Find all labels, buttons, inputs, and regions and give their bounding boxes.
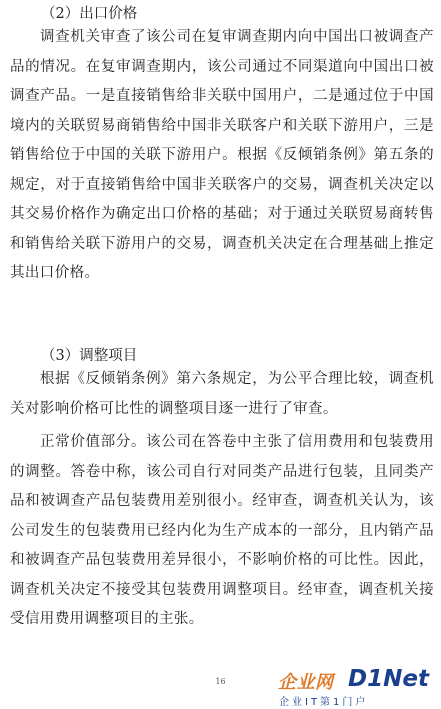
- section-heading-adjustments: （3）调整项目: [41, 348, 138, 364]
- paragraph-adjustments-intro: 根据《反倾销条例》第六条规定，为公平合理比较，调查机关对影响价格可比性的调整项目逐一进行了审查。: [10, 371, 434, 417]
- watermark-brand-cn: 企业网: [278, 672, 334, 693]
- watermark-brand-en: D1Net: [348, 666, 429, 692]
- d1net-watermark-logo: [275, 666, 435, 708]
- paragraph-normal-value: 正常价值部分。该公司在答卷中主张了信用费用和包装费用的调整。答卷中称，该公司自行对同类产品进行包装，且同类产品和被调查产品包装费用差别很小。经审查，调查机关认为，该公司发生的包装费用已经内化为生产成本的一部分，且内销产品和被调查产品包装费用差异很小，不影响价格的可比性。因此，调查机关决定不接受其包装费用调整项目。经审查，调查机关接受信用费用调整项目的主张。: [10, 434, 434, 627]
- section-heading-export-price: （2）出口价格: [41, 6, 138, 22]
- watermark-tagline: 企业IT第1门户: [279, 697, 369, 708]
- paragraph-export-price: 调查机关审查了该公司在复审调查期内向中国出口被调查产品的情况。在复审调查期内，该公司通过不同渠道向中国出口被调查产品。一是直接销售给非关联中国用户，二是通过位于中国境内的关联贸易商销售给中国非关联客户和关联下游用户，三是销售给位于中国的关联下游用户。根据《反倾销条例》第五条的规定，对于直接销售给中国非关联客户的交易，调查机关决定以其交易价格作为确定出口价格的基础；对于通过关联贸易商转售和销售给关联下游用户的交易，调查机关决定在合理基础上推定其出口价格。: [10, 29, 434, 281]
- page-number: 16: [215, 677, 226, 686]
